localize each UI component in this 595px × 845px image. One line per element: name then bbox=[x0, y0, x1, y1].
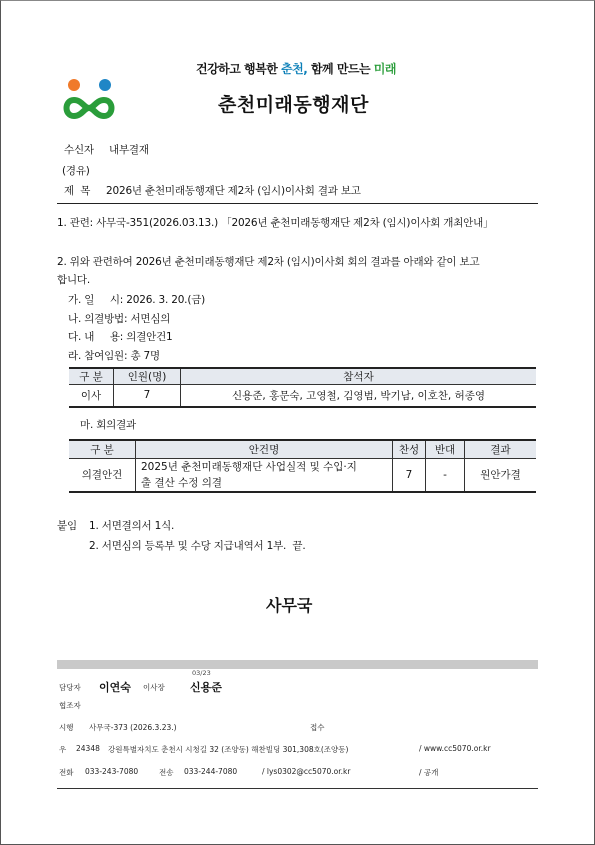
organization-name: 춘천미래동행재단 bbox=[218, 94, 369, 116]
attachment-line-2: 2. 서면심의 등록부 및 수당 지급내역서 1부. 끝. bbox=[89, 540, 306, 552]
enforce-label: 시행 bbox=[59, 723, 74, 732]
slogan-highlight-future: 미래 bbox=[373, 62, 396, 76]
table-row bbox=[69, 385, 536, 407]
attendees-header-count: 인원(명) bbox=[114, 368, 181, 385]
recipient-label: 수신자 bbox=[64, 144, 94, 156]
email-link[interactable]: / lys0302@cc5070.or.kr bbox=[262, 767, 351, 776]
results-cell-category: 의결안건 bbox=[69, 458, 136, 492]
slogan-pre: 건강하고 행복한 bbox=[196, 62, 278, 76]
postal-label: 우 bbox=[59, 745, 67, 754]
attendees-header-category: 구 분 bbox=[69, 368, 114, 385]
attachment-line-1: 1. 서면결의서 1식. bbox=[89, 520, 175, 532]
results-header-oppose: 반대 bbox=[426, 440, 465, 458]
drafter-name: 이연숙 bbox=[99, 681, 131, 694]
disclosure-status: / 공개 bbox=[419, 768, 439, 777]
tel-label: 전화 bbox=[59, 768, 74, 777]
director-name: 신용준 bbox=[190, 681, 222, 694]
drafter-label: 담당자 bbox=[59, 683, 81, 692]
attendees-cell-names: 신용준, 홍문숙, 고영철, 김영범, 박기남, 이호찬, 허종영 bbox=[181, 385, 537, 407]
sub-item-content: 다. 내 용: 의결안건1 bbox=[68, 331, 173, 343]
recipient-value: 내부결재 bbox=[109, 144, 149, 156]
results-cell-approve: 7 bbox=[393, 458, 426, 492]
director-label: 이사장 bbox=[143, 683, 165, 692]
results-header-category: 구 분 bbox=[69, 440, 136, 458]
via-label: (경유) bbox=[62, 165, 90, 177]
sub-item-method: 나. 의결방법: 서면심의 bbox=[68, 313, 171, 325]
tel-number: 033-243-7080 bbox=[85, 767, 139, 776]
sender-name: 사무국 bbox=[266, 596, 313, 615]
subject-value: 2026년 춘천미래동행재단 제2차 (임시)이사회 결과 보고 bbox=[106, 185, 361, 197]
footer-divider-bar bbox=[57, 660, 538, 669]
subject-label: 제 목 bbox=[64, 185, 91, 197]
approval-date-stamp: 03/23 bbox=[192, 669, 211, 677]
item-2-line-2: 합니다. bbox=[57, 274, 90, 286]
address: 강원특별자치도 춘천시 시청길 32 (조양동) 해찬빌딩 301,308호(조양동) bbox=[108, 745, 349, 754]
sub-item-date: 가. 일 시: 2026. 3. 20.(금) bbox=[68, 294, 206, 306]
results-header-row bbox=[69, 440, 536, 458]
slogan bbox=[196, 60, 396, 77]
table-row bbox=[69, 458, 536, 492]
slogan-mid: 함께 만드는 bbox=[310, 62, 371, 76]
receipt-label: 접수 bbox=[310, 723, 325, 732]
foundation-logo-icon bbox=[58, 74, 120, 122]
item-1-related: 1. 관련: 사무국-351(2026.03.13.) 「2026년 춘천미래동행재단 제2차 (임시)이사회 개최안내」 bbox=[57, 217, 494, 229]
attendees-header-names: 참석자 bbox=[181, 368, 537, 385]
results-cell-oppose: - bbox=[426, 458, 465, 492]
results-table bbox=[69, 439, 536, 493]
fax-number: 033-244-7080 bbox=[184, 767, 238, 776]
footer-bottom-rule bbox=[57, 788, 538, 789]
sub-item-results: 마. 회의결과 bbox=[80, 419, 136, 431]
results-cell-outcome: 원안가결 bbox=[465, 458, 537, 492]
results-header-agenda: 안건명 bbox=[136, 440, 393, 458]
enforce-value: 사무국-373 (2026.3.23.) bbox=[89, 723, 177, 732]
sub-item-participants: 라. 참여임원: 총 7명 bbox=[68, 350, 160, 362]
results-cell-agenda-line-2: 출 결산 수정 의결 bbox=[141, 476, 223, 489]
item-2-line-1: 2. 위와 관련하여 2026년 춘천미래동행재단 제2차 (임시)이사회 회의 결과를 아래와 같이 보고 bbox=[57, 256, 480, 268]
attendees-table bbox=[69, 367, 536, 408]
postal-code: 24348 bbox=[76, 744, 100, 753]
attachment-label: 붙임 bbox=[57, 520, 77, 532]
attendees-cell-count: 7 bbox=[114, 385, 181, 407]
results-header-approve: 찬성 bbox=[393, 440, 426, 458]
website-link[interactable]: / www.cc5070.or.kr bbox=[419, 744, 491, 753]
subject-divider bbox=[57, 203, 538, 204]
attendees-header-row bbox=[69, 368, 536, 385]
results-cell-agenda bbox=[136, 458, 393, 492]
fax-label: 전송 bbox=[159, 768, 174, 777]
results-header-outcome: 결과 bbox=[465, 440, 537, 458]
results-cell-agenda-line-1: 2025년 춘천미래동행재단 사업실적 및 수입·지 bbox=[141, 460, 357, 473]
cooperator-label: 협조자 bbox=[59, 701, 81, 710]
attendees-cell-category: 이사 bbox=[69, 385, 114, 407]
slogan-highlight-chuncheon: 춘천, bbox=[281, 62, 308, 76]
